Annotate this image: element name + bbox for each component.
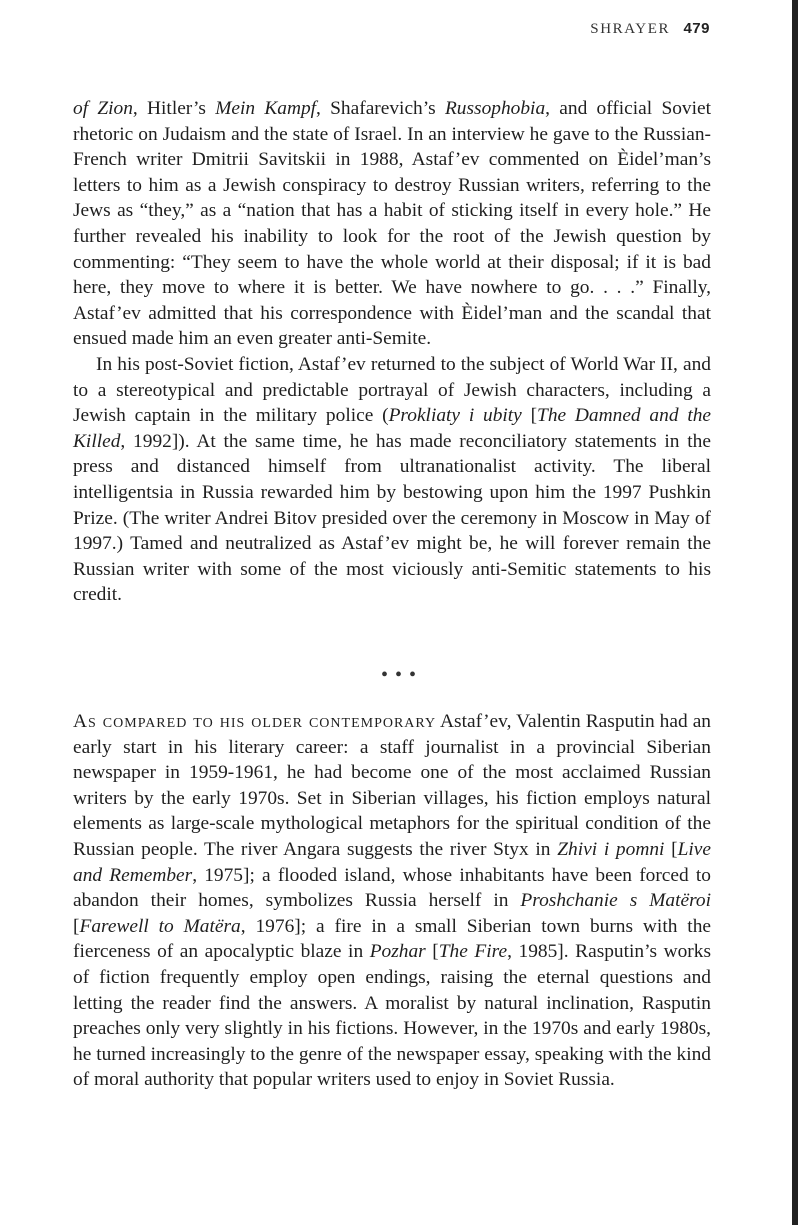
page-edge bbox=[792, 0, 798, 1225]
text-run: In his post-Soviet fiction, Astaf’ev returned to the subject of World War II, and to a stereotypical and predictable portrayal of Jewish characters, including a Jewish captain in the military police ( bbox=[73, 353, 711, 427]
text-run: , 1992]). At the same time, he has made reconciliatory statements in the press and distanced himself from ultranationalist activity. The liberal intelligentsia in Russia rewarded him by bestowing upon him the 1997 Pushkin Prize. (The writer Andrei Bitov presided over the ceremony in Moscow in May of 1997.) Tamed and neutralized as Astaf’ev might be, he will forever remain the Russian writer with some of the most viciously anti-Semitic statements to his credit. bbox=[73, 430, 711, 606]
text-block-lower bbox=[73, 709, 711, 1093]
paragraph-3 bbox=[73, 709, 711, 1093]
title-italic: Pozhar bbox=[369, 941, 426, 963]
text-run: [ bbox=[73, 915, 80, 937]
text-run: , Shafarevich’s bbox=[316, 98, 445, 119]
title-italic: Russophobia bbox=[444, 98, 546, 119]
text-run: , 1976]; a fire in a small Siberian town burns with the fierceness of an apocalyptic blaze in bbox=[73, 915, 711, 963]
title-italic: Zhivi i pomni bbox=[557, 838, 665, 860]
title-italic: The Fire bbox=[438, 941, 508, 963]
section-break: • • • bbox=[380, 664, 417, 686]
title-italic: of Zion bbox=[73, 98, 133, 119]
text-run: , and official Soviet rhetoric on Judaism and the state of Israel. In an interview he gave to the Russian-French writer Dmitrii Savitskii in 1988, Astaf’ev commented on Èidel’man’s letters to him as a Jewish conspiracy to destroy Russian writers, referring to the Jews as “they,” as a “nation that has a habit of sticking itself in every hole.” He further revealed his inability to look for the root of the Jewish question by commenting: “They seem to have the whole world at their disposal; if it is bad here, they move to where it is better. We have nowhere to go. . . .” Finally, Astaf’ev admitted that his correspondence with Èidel’man and the scandal that ensued made him an even greater anti-Semite. bbox=[73, 98, 711, 350]
text-run: [ bbox=[425, 941, 439, 963]
running-title: SHRAYER bbox=[590, 21, 671, 37]
running-head bbox=[590, 20, 710, 38]
paragraph-2 bbox=[73, 352, 711, 608]
text-run: , 1985]. Rasputin’s works of fiction frequently employ open endings, raising the eternal questions and letting the reader find the answers. A moralist by natural inclination, Rasputin preaches only very slightly in his fictions. However, in the 1970s and early 1980s, he turned increasingly to the genre of the newspaper essay, speaking with the kind of moral authority that popular writers used to enjoy in Soviet Russia. bbox=[73, 941, 711, 1091]
title-italic: Farewell to Matëra bbox=[79, 915, 241, 937]
text-block-upper bbox=[73, 96, 711, 608]
paragraph-1 bbox=[73, 96, 711, 352]
title-italic: Prokliaty i ubity bbox=[388, 405, 522, 427]
text-run: , Hitler’s bbox=[132, 98, 216, 119]
text-run: Astaf’ev, Valentin Rasputin had an early start in his literary career: a staff journalist in a provincial Siberian newspaper in 1959-1961, he had become one of the most acclaimed Russian writers by the early 1970s. Set in Siberian villages, his fiction employs natural elements as large-scale mythological metaphors for the spiritual condition of the Russian people. The river Angara suggests the river Styx in bbox=[73, 711, 711, 860]
title-italic: Live and Remember bbox=[73, 838, 711, 886]
title-italic: Proshchanie s Matëroi bbox=[520, 890, 711, 912]
page-number: 479 bbox=[683, 20, 710, 37]
text-run: [ bbox=[521, 405, 538, 427]
text-run: , 1975]; a flooded island, whose inhabitants have been forced to abandon their homes, symbolizes Russia herself in bbox=[73, 864, 711, 912]
title-italic: Mein Kampf bbox=[215, 98, 317, 119]
small-caps-lead: As compared to his older contemporary bbox=[73, 711, 437, 732]
title-italic: The Damned and the Killed bbox=[73, 405, 712, 452]
text-run: [ bbox=[664, 838, 678, 860]
